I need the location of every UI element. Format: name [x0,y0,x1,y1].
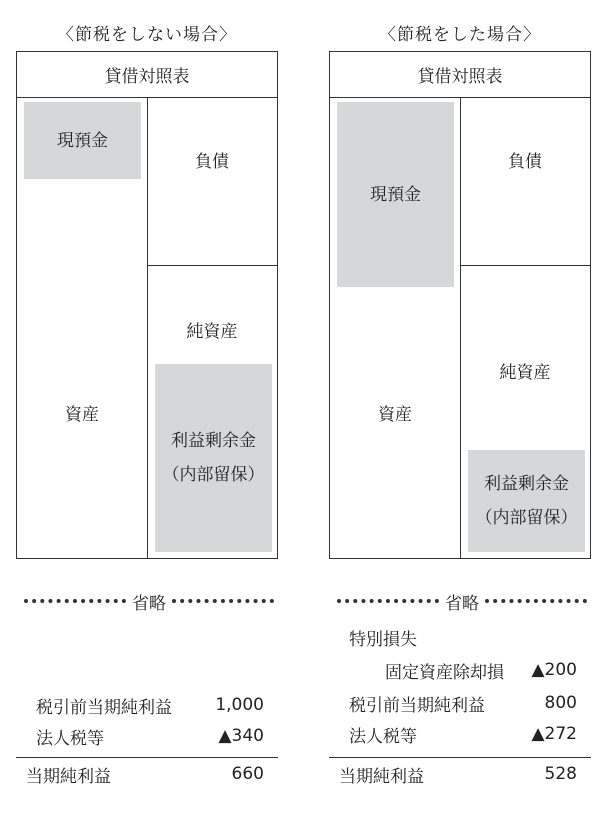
left-pretax-label: 税引前当期純利益 [36,697,172,718]
right-special-loss-label: 特別損失 [349,629,417,650]
right-tax-row [329,719,591,749]
right-balance-sheet [329,51,591,559]
right-total-divider [329,757,591,758]
right-special-loss-row [329,622,591,652]
right-cash-label: 現預金 [370,184,421,205]
left-tax-value: ▲340 [218,726,264,746]
right-disposal-value: ▲200 [531,660,577,680]
left-omitted-row [24,588,274,614]
right-net-income-row [329,759,591,789]
left-bs-split [147,265,277,266]
right-net-income-value: 528 [544,764,577,784]
right-net-assets-label: 純資産 [499,362,551,383]
right-tax-label: 法人税等 [349,726,417,747]
left-bs-title: 貸借対照表 [17,52,277,98]
left-net-assets-label: 純資産 [186,321,238,342]
left-retained-label: 利益剰余金 [171,431,256,451]
left-net-income-value: 660 [231,764,264,784]
left-net-income-label: 当期純利益 [26,766,111,787]
right-tax-value: ▲272 [531,724,577,744]
left-liabilities-label: 負債 [195,151,229,172]
left-assets-label: 資産 [65,404,99,425]
left-retained-sub-label: （内部留保） [162,465,265,485]
right-retained-earnings-block [468,450,585,552]
left-omitted-label: 省略 [132,593,166,614]
right-net-income-label: 当期純利益 [339,766,424,787]
right-bs-title: 貸借対照表 [330,52,590,98]
left-cash-block [24,102,141,179]
left-pretax-value: 1,000 [215,695,264,715]
right-omitted-label: 省略 [445,593,479,614]
left-net-income-row [16,759,278,789]
left-dots-right [172,599,274,603]
left-tax-row [16,721,278,751]
left-balance-sheet [16,51,278,559]
left-panel-title: 〈節税をしない場合〉 [57,25,237,45]
right-panel-title: 〈節税をした場合〉 [379,25,541,45]
right-pretax-row [329,688,591,718]
right-omitted-row [337,588,587,614]
right-bs-split [460,265,590,266]
left-tax-label: 法人税等 [36,728,104,749]
right-disposal-label: 固定資産除却損 [385,662,504,683]
left-dots-left [24,599,126,603]
right-cash-block [337,102,454,287]
right-assets-label: 資産 [378,404,412,425]
left-total-divider [16,757,278,758]
left-pretax-row [16,690,278,720]
right-dots-left [337,599,439,603]
left-cash-label: 現預金 [57,130,108,151]
right-dots-right [485,599,587,603]
right-disposal-row [329,655,591,685]
right-retained-label: 利益剰余金 [484,474,569,494]
left-retained-earnings-block [155,364,272,552]
right-retained-sub-label: （内部留保） [475,508,578,528]
right-liabilities-label: 負債 [508,151,542,172]
right-pretax-label: 税引前当期純利益 [349,695,485,716]
right-pretax-value: 800 [544,693,577,713]
